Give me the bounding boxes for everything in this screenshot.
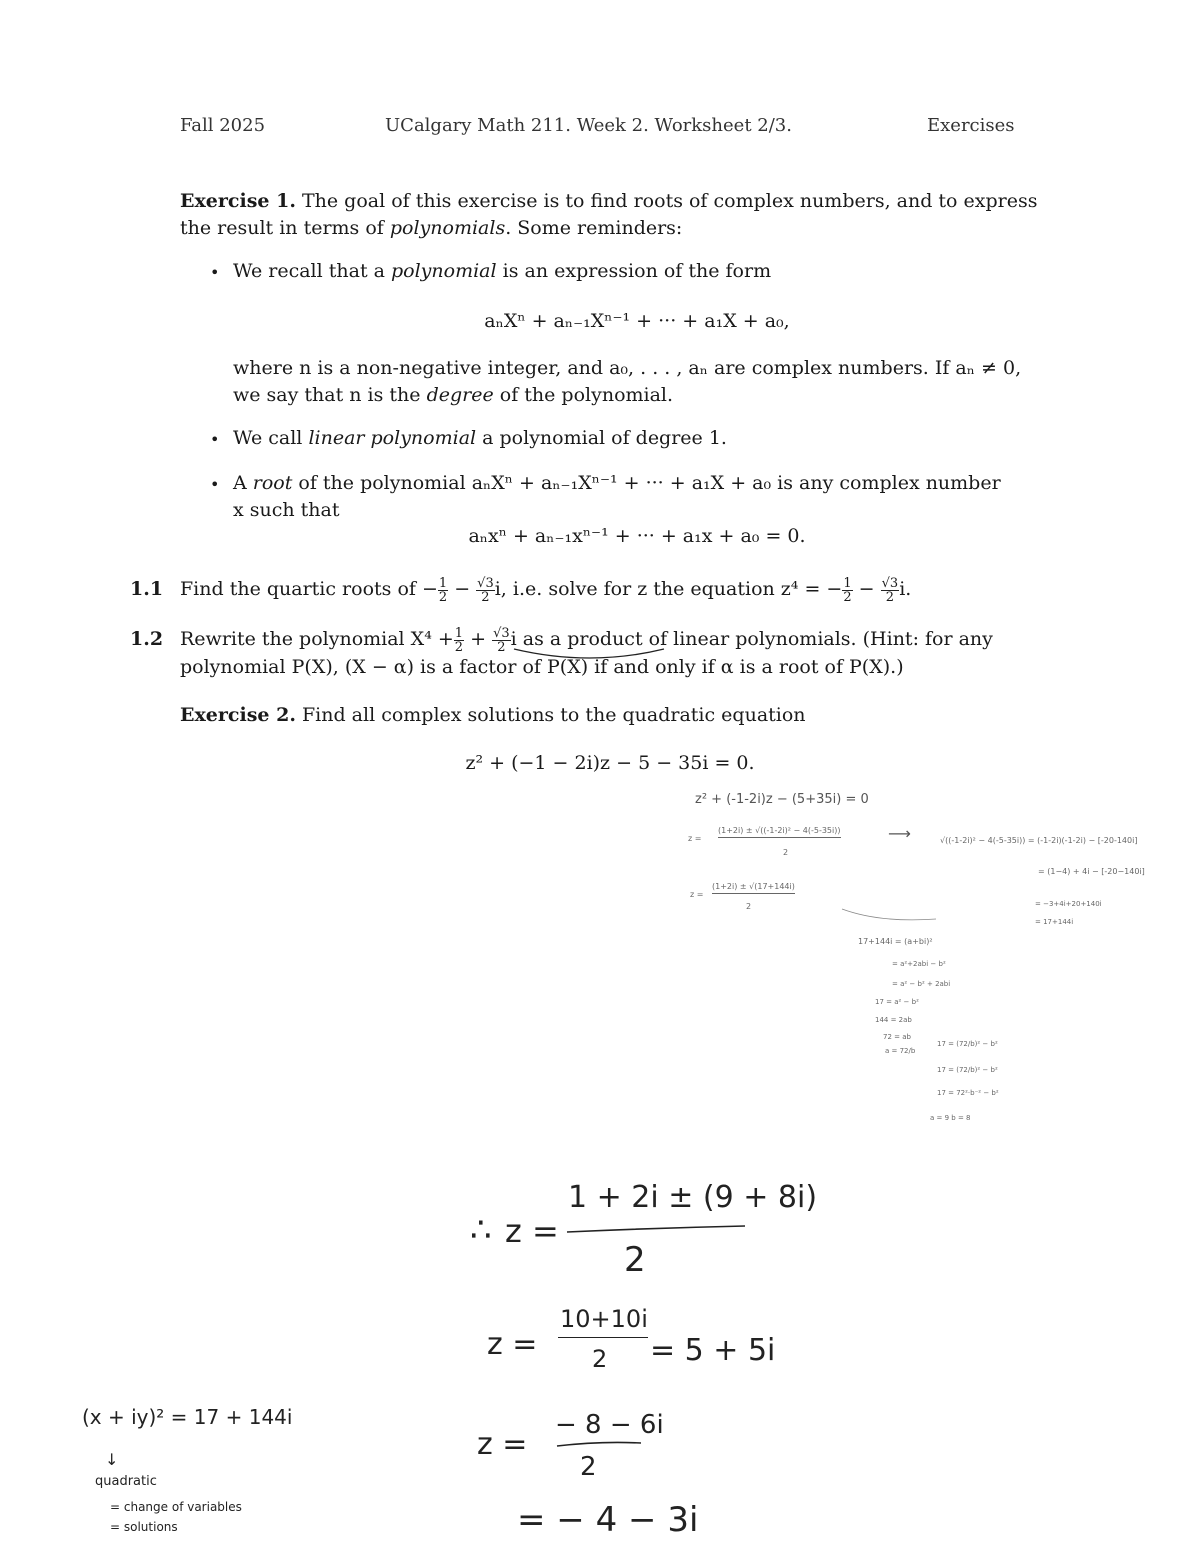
hw-z2-rhs: = 5 + 5i	[650, 1333, 776, 1368]
bullet3-text	[233, 470, 1043, 524]
scratch-disc-2: = (1−4) + 4i − [-20−140i]	[1038, 867, 1145, 876]
q12-line2: polynomial P(X), (X − α) is a factor of P(X) if and only if α is a root of P(X).)	[180, 655, 904, 678]
header-center: UCalgary Math 211. Week 2. Worksheet 2/3.	[385, 115, 792, 136]
scratch-col-5: 144 = 2ab	[875, 1016, 912, 1024]
plus: +	[464, 628, 493, 650]
fraction-half	[454, 627, 464, 654]
emph-linear-polynomial: linear polynomial	[308, 427, 477, 449]
bullet2-text	[233, 425, 727, 452]
frac-num: √3	[477, 575, 494, 591]
exercise2-text	[180, 702, 806, 729]
frac-den: 2	[885, 589, 895, 605]
q11-number	[130, 576, 163, 603]
hw-side-3: = change of variables	[110, 1500, 242, 1514]
frac-num: √3	[493, 625, 510, 641]
minus: −	[448, 578, 477, 600]
q12-text-a: Rewrite the polynomial X⁴ +	[180, 628, 454, 650]
bullet1-formula: aₙXⁿ + aₙ₋₁Xⁿ⁻¹ + ··· + a₁X + a₀,	[484, 310, 790, 332]
frac-num: 1	[454, 625, 464, 641]
scratch-z-den: 2	[746, 902, 752, 911]
bullet-dot: •	[210, 475, 220, 494]
scratch-col-9: 17 = (72/b)² − b²	[937, 1066, 998, 1074]
bullet2-a: We call	[233, 427, 309, 449]
scratch-col-6: 72 = ab	[883, 1033, 911, 1041]
scratch-disc-4: = 17+144i	[1035, 918, 1074, 926]
q11-text	[180, 576, 911, 604]
hw-z1-lhs: z =	[505, 1212, 559, 1250]
hw-side-2: quadratic	[95, 1474, 157, 1489]
hw-z3-fraction-bar	[555, 1440, 645, 1450]
bullet1-cont1: where n is a non-negative integer, and a₀, . . . , aₙ are complex numbers. If aₙ ≠ 0,	[233, 357, 1022, 379]
frac-num: √3	[881, 575, 899, 591]
bullet1-a: We recall that a	[233, 260, 391, 282]
exercise1-intro	[180, 188, 1040, 242]
scratch-z-num: (1+2i) ± √(17+144i)	[712, 882, 795, 894]
frac-den: 2	[438, 589, 448, 605]
hw-side-4: = solutions	[110, 1520, 178, 1534]
scratch-col-3: = a² − b² + 2abi	[892, 980, 951, 988]
bullet1-text	[233, 258, 771, 285]
bullet3-cont: x such that	[233, 499, 340, 521]
scratch-z-label: z =	[690, 890, 704, 899]
scratch-curve	[840, 905, 940, 925]
fraction-sqrt3-half	[476, 577, 495, 604]
scratch-col-2: = a²+2abi − b²	[892, 960, 946, 968]
emph-root: root	[252, 472, 293, 494]
bullet3-b: of the polynomial aₙXⁿ + aₙ₋₁Xⁿ⁻¹ + ··· + a₁X + a₀ is any complex number	[292, 472, 1001, 494]
q12-text-b: i as a product of linear polynomials. (Hint: for any	[510, 628, 993, 650]
hw-side-arrow: ↓	[105, 1450, 119, 1469]
header-left: Fall 2025	[180, 115, 266, 136]
q11-num: 1.1	[130, 578, 164, 600]
minus: −	[852, 578, 881, 600]
hw-z1-num: 1 + 2i ± (9 + 8i)	[568, 1180, 818, 1215]
hw-z3-den: 2	[580, 1452, 597, 1482]
bullet2-b: a polynomial of degree 1.	[476, 427, 727, 449]
exercise2-label: Exercise 2.	[180, 704, 296, 726]
scratch-quad-den: 2	[783, 848, 789, 857]
scratch-arrow: ⟶	[888, 824, 911, 843]
hw-z3-num: − 8 − 6i	[555, 1410, 664, 1440]
q11-text-b: i, i.e. solve for z the equation z⁴ = −	[494, 578, 843, 600]
hw-z3-lhs: z =	[477, 1427, 528, 1462]
hw-z4: = − 4 − 3i	[517, 1500, 699, 1540]
q12-number	[130, 626, 163, 653]
bullet1-cont2-b: of the polynomial.	[493, 384, 674, 406]
bullet1-cont2-a: we say that n is the	[233, 384, 427, 406]
exercise1-intro-line2: the result in terms of	[180, 217, 390, 239]
scratch-eq-restate: z² + (-1-2i)z − (5+35i) = 0	[695, 792, 869, 807]
fraction-sqrt3-half	[881, 577, 900, 604]
emph-polynomials: polynomials	[389, 217, 506, 239]
scratch-col-8: 17 = (72/b)² − b²	[937, 1040, 998, 1048]
scratch-quad-num: (1+2i) ± √((-1-2i)² − 4(-5-35i))	[718, 826, 841, 838]
fraction-sqrt3-half	[492, 627, 511, 654]
q11-text-a: Find the quartic roots of −	[180, 578, 438, 600]
exercise1-intro-line2-end: . Some reminders:	[505, 217, 683, 239]
exercise1-label: Exercise 1.	[180, 190, 296, 212]
frac-den: 2	[481, 589, 490, 605]
header-right: Exercises	[927, 115, 1015, 136]
frac-den: 2	[497, 639, 506, 655]
hw-side-1: (x + iy)² = 17 + 144i	[82, 1405, 293, 1429]
bullet3-formula: aₙxⁿ + aₙ₋₁xⁿ⁻¹ + ··· + a₁x + a₀ = 0.	[468, 525, 806, 547]
bullet1-b: is an expression of the form	[496, 260, 772, 282]
frac-den: 2	[454, 639, 464, 655]
emph-polynomial: polynomial	[391, 260, 497, 282]
hw-z1-den: 2	[624, 1240, 646, 1280]
scratch-z-formula	[690, 880, 820, 916]
bullet-dot: •	[210, 430, 220, 449]
scratch-col-7: a = 72/b	[885, 1047, 916, 1055]
hand-underline-curve	[510, 645, 670, 667]
scratch-col-1: 17+144i = (a+bi)²	[858, 937, 933, 946]
hw-z2-num: 10+10i	[560, 1305, 648, 1333]
emph-degree: degree	[426, 384, 494, 406]
hw-z1-fraction-bar	[565, 1224, 750, 1236]
scratch-z-label: z =	[688, 834, 702, 843]
hw-z2-fraction-bar	[558, 1337, 648, 1338]
fraction-half	[438, 577, 448, 604]
bullet3-a: A	[233, 472, 253, 494]
hw-therefore: ∴	[470, 1210, 492, 1250]
frac-den: 2	[843, 589, 852, 605]
hw-z2-lhs: z =	[487, 1327, 538, 1362]
scratch-col-10: 17 = 72²·b⁻² − b²	[937, 1089, 999, 1097]
exercise2-equation: z² + (−1 − 2i)z − 5 − 35i = 0.	[465, 752, 755, 774]
fraction-half	[842, 577, 852, 604]
scratch-col-11: a = 9 b = 8	[930, 1114, 971, 1122]
q12-num: 1.2	[130, 628, 164, 650]
exercise1-intro-line1: The goal of this exercise is to find roots of complex numbers, and to express	[301, 190, 1038, 212]
bullet-dot: •	[210, 263, 220, 282]
q11-text-c: i.	[899, 578, 912, 600]
exercise2-text-body: Find all complex solutions to the quadratic equation	[301, 704, 806, 726]
bullet1-continuation	[233, 355, 1043, 409]
scratch-col-4: 17 = a² − b²	[875, 998, 919, 1006]
hw-z2-den: 2	[592, 1345, 608, 1373]
scratch-disc-1: √((-1-2i)² − 4(-5-35i)) = (-1-2i)(-1-2i) − [-20-140i]	[940, 836, 1138, 845]
scratch-disc-3: = −3+4i+20+140i	[1035, 900, 1102, 908]
frac-num: 1	[843, 575, 852, 591]
frac-num: 1	[438, 575, 448, 591]
